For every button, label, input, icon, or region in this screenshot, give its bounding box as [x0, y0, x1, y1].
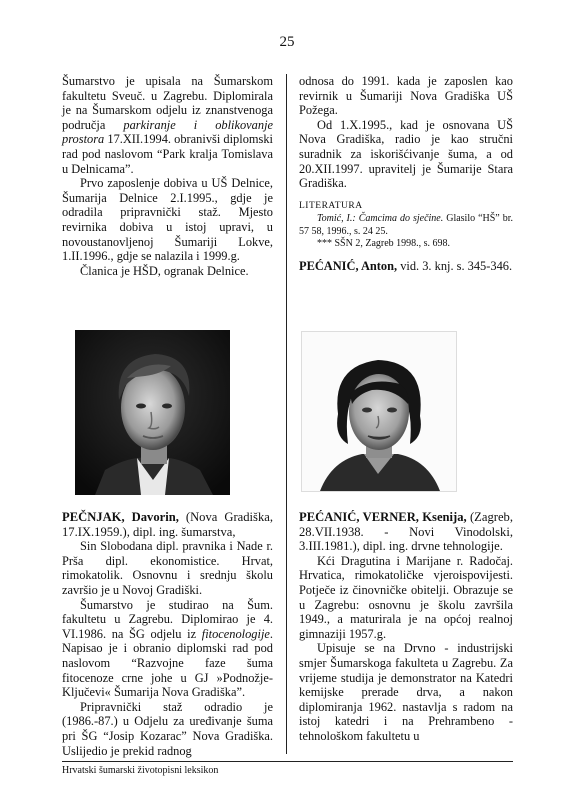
literature-entry: *** SŠN 2, Zagreb 1998., s. 698. [317, 238, 451, 250]
paragraph: Prvo zaposlenje dobiva u UŠ Delnice, Šumarija Delnice 2.I.1995., gdje je odradila pripravnički staž. Mjesto revirnika dobiva u istoj upravi, u novoustanovljenoj Šumariji Lokve, 1.II.1996., gdje se nalazila i 1999.g. [62, 176, 273, 264]
entry-heading: PEČNJAK, Davorin, (Nova Gradiška, 17.IX.1959.), dipl. ing. šumarstva, [62, 510, 273, 539]
paragraph: Upisuje se na Drvno - industrijski smjer Šumarskoga fakulteta u Zagrebu. Za vrijeme studija je demonstrator na Katedri kemijske prerade drva, a nakon diplomiranja 1962. nastavlja s radom na istoj katedri i na Prehrambeno - tehnološkom fakultetu u [299, 641, 513, 743]
footer-rule [62, 761, 513, 762]
entry-pecanic-verner [299, 510, 513, 744]
paragraph: Šumarstvo je studirao na Šum. fakultetu u Zagrebu. Diplomirao je 4. VI.1986. na ŠG odjelu iz fitocenologije. Napisao je i obranio diplomski rad pod naslovom “Razvojne faze šuma fitocenoze crne johe u GJ »Podnožje-Ključevi« Šumarija Nova Gradiška”. [62, 597, 273, 700]
column-divider [286, 74, 287, 754]
left-column-top [62, 74, 273, 278]
literature-heading: LITERATURA [299, 200, 363, 211]
literature-entry: Tomić, I.: Čamcima do sječine. Glasilo “HŠ” br. 57 58, 1996., s. 24 25. [299, 213, 514, 237]
paragraph: Od 1.X.1995., kad je osnovana UŠ Nova Gradiška, radio je kao stručni suradnik za iskorišćivanje šuma, a od 20.XII.1997. upravitelj je Šumarije Stara Gradiška. [299, 117, 513, 191]
cross-reference-entry: PEĆANIĆ, Anton, vid. 3. knj. s. 345-346. [299, 258, 513, 273]
paragraph: Šumarstvo je upisala na Šumarskom fakultetu Sveuč. u Zagrebu. Diplomirala je na Šumarskom odjelu iz znanstvenoga područja parkiranje i oblikovanje prostora 17.XII.1994. obranivši diplomski rad pod naslovom “Park kralja Tomislava u Delnicama”. [62, 74, 274, 176]
paragraph: Kći Dragutina i Marijane r. Radočaj. Hrvatica, rimokatoličke vjeroispovijesti. Potječe iz činovničke obitelji. Obrazuje se u Zagrebu: osnovnu je školu završila 1949., a maturirala je na općoj realnoj gimnaziji 1957.g. [299, 553, 513, 641]
paragraph: Sin Slobodana dipl. pravnika i Nade r. Prša dipl. ekonomistice. Hrvat, rimokatolik. Osnovnu i srednju školu završio je u Novoj Gradiški. [62, 539, 273, 597]
portrait-photo-pecanic-verner [301, 331, 457, 492]
paragraph: Članica je HŠD, ogranak Delnice. [80, 263, 249, 278]
portrait-photo-pecnjak [75, 330, 230, 495]
footer-title: Hrvatski šumarski životopisni leksikon [62, 765, 219, 776]
paragraph: odnosa do 1991. kada je zaposlen kao revirnik u Šumariji Nova Gradiška UŠ Požega. [299, 74, 513, 118]
paragraph: Pripravnički staž odradio je (1986.-87.) u Odjelu za uređivanje šuma pri ŠG “Josip Kozarac” Nova Gradiška. Uslijedio je prekid radnog [62, 699, 273, 758]
entry-pecnjak [62, 510, 273, 758]
page-number: 25 [279, 34, 295, 50]
right-column-top [299, 74, 513, 273]
entry-heading: PEĆANIĆ, VERNER, Ksenija, (Zagreb, 28.VII.1938. - Novi Vinodolski, 3.III.1981.), dipl. ing. drvne tehnologije. [299, 510, 513, 554]
